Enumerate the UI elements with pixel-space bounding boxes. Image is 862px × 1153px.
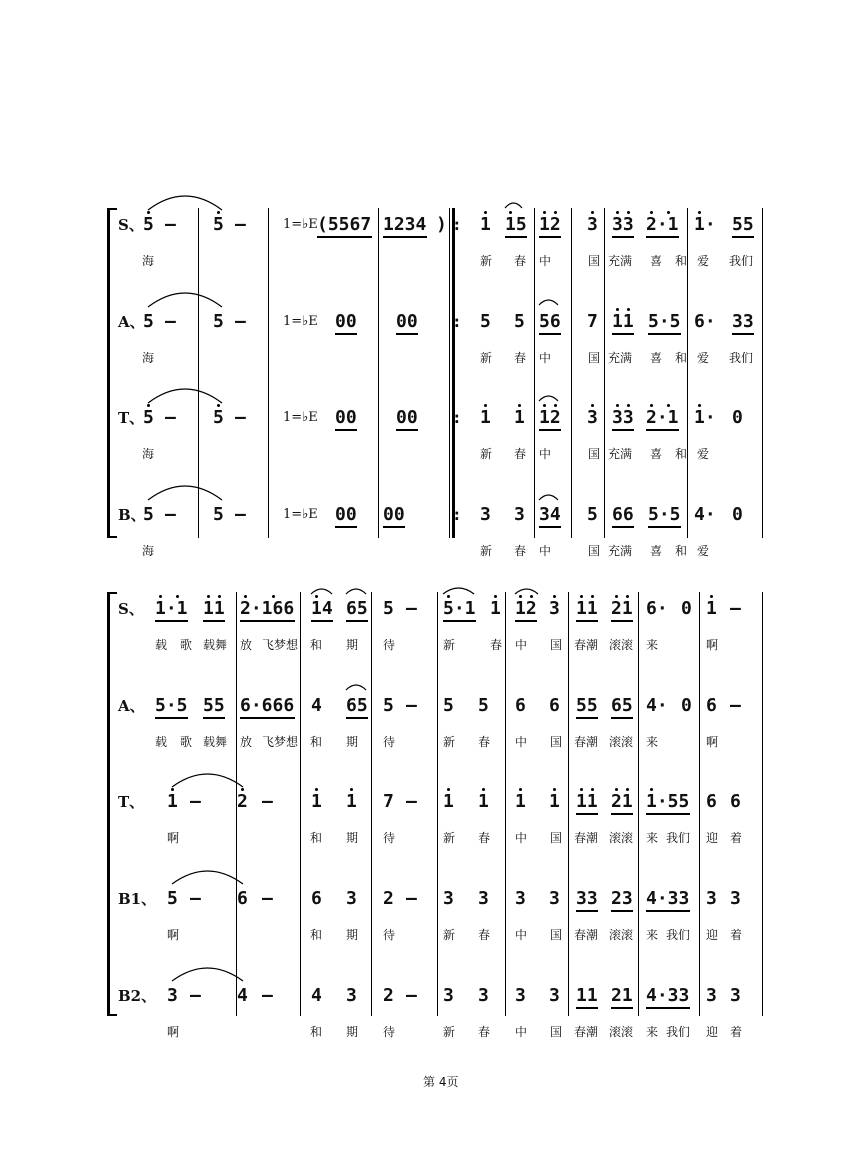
lyric: 爱 — [697, 447, 710, 461]
lyric: 新 — [480, 447, 493, 461]
note: 11 — [612, 311, 634, 332]
note: 4·33 — [646, 888, 690, 909]
lyric: 春 — [478, 735, 491, 749]
note: 11 — [576, 985, 598, 1006]
lyric: 滚滚 — [609, 735, 634, 749]
key-signature: 1=♭E — [283, 217, 318, 232]
lyric: 期 — [346, 638, 359, 652]
note: 1 — [706, 598, 717, 619]
key-signature: 1=♭E — [283, 314, 318, 329]
note: 7 — [383, 791, 394, 812]
note: 4 — [237, 985, 248, 1006]
note: 5 — [514, 311, 525, 332]
note: — — [262, 888, 273, 909]
voice-label: T、 — [118, 409, 145, 427]
note: 21 — [611, 985, 633, 1006]
note: — — [262, 985, 273, 1006]
lyric: 喜 — [650, 447, 663, 461]
note: 1·55 — [646, 791, 690, 812]
tie — [172, 774, 243, 787]
repeat-sign: : — [452, 505, 462, 524]
lyric: 迎 — [706, 831, 719, 845]
lyric: 中 — [539, 447, 552, 461]
lyric: 国 — [588, 544, 601, 558]
note: 1 — [480, 214, 491, 235]
note: 4·33 — [646, 985, 690, 1006]
note: 0 — [681, 598, 692, 619]
note: 0 — [732, 504, 743, 525]
note: 1 — [443, 791, 454, 812]
lyric: 春 — [478, 1025, 491, 1039]
lyric: 充满 — [608, 447, 633, 461]
voice-label: A、 — [118, 697, 145, 715]
note: 3 — [514, 504, 525, 525]
note: 00 — [335, 311, 357, 332]
note: 3 — [480, 504, 491, 525]
note: 3 — [730, 985, 741, 1006]
lyric: 和 — [310, 831, 323, 845]
note: 21 — [611, 598, 633, 619]
lyric: 滚滚 — [609, 831, 634, 845]
slur — [346, 589, 366, 594]
lyric: 海 — [142, 447, 155, 461]
note: 11 — [576, 791, 598, 812]
lyric: 爱 — [697, 254, 710, 268]
lyric: 载舞 — [203, 638, 228, 652]
note: — — [190, 985, 201, 1006]
lyric: 春 — [514, 447, 527, 461]
note: 5 — [213, 214, 224, 235]
note: (5567 — [317, 214, 372, 235]
note: 3 — [706, 985, 717, 1006]
note: 65 — [346, 695, 368, 716]
note: 5 — [480, 311, 491, 332]
note: 6·666 — [240, 695, 295, 716]
lyric: 春 — [478, 928, 491, 942]
note: 4 — [311, 695, 322, 716]
note: 3 — [515, 985, 526, 1006]
lyric: 飞梦想 — [262, 735, 299, 749]
note: — — [235, 214, 246, 235]
slur — [443, 588, 474, 594]
note: 00 — [335, 407, 357, 428]
key-signature: 1=♭E — [283, 410, 318, 425]
lyric: 待 — [383, 735, 396, 749]
note: 6 — [311, 888, 322, 909]
note: 00 — [396, 311, 418, 332]
lyric: 充满 — [608, 254, 633, 268]
note: 1· — [694, 407, 716, 428]
note: 14 — [311, 598, 333, 619]
note: 00 — [396, 407, 418, 428]
note: 6 — [237, 888, 248, 909]
lyric: 新 — [443, 831, 456, 845]
note: 33 — [612, 407, 634, 428]
note: 3 — [549, 598, 560, 619]
lyric: 新 — [443, 928, 456, 942]
note: 56 — [539, 311, 561, 332]
lyric: 来 — [646, 928, 659, 942]
note: 3 — [443, 888, 454, 909]
lyric: 着 — [730, 928, 743, 942]
lyric: 春 — [514, 351, 527, 365]
note: 7 — [587, 311, 598, 332]
lyric: 中 — [539, 351, 552, 365]
lyric: 我们 — [729, 254, 754, 268]
note: 0 — [681, 695, 692, 716]
note: 12 — [539, 214, 561, 235]
lyric: 海 — [142, 544, 155, 558]
lyric: 迎 — [706, 1025, 719, 1039]
note: 5 — [478, 695, 489, 716]
note: 5 — [383, 598, 394, 619]
note: 5 — [213, 407, 224, 428]
note: — — [406, 695, 417, 716]
lyric: 中 — [539, 254, 552, 268]
note: 3 — [515, 888, 526, 909]
lyric: 啊 — [167, 831, 180, 845]
note: — — [165, 407, 176, 428]
lyric: 我们 — [666, 831, 691, 845]
note: 5 — [213, 311, 224, 332]
note: 5·5 — [648, 504, 681, 525]
note: 1 — [514, 407, 525, 428]
note: 5 — [143, 311, 154, 332]
note: ) — [436, 214, 447, 235]
note: 6 — [730, 791, 741, 812]
lyric: 着 — [730, 831, 743, 845]
lyric: 爱 — [697, 544, 710, 558]
note: 2 — [383, 985, 394, 1006]
note: — — [235, 311, 246, 332]
lyric: 啊 — [706, 735, 719, 749]
note: — — [730, 695, 741, 716]
lyric: 国 — [588, 447, 601, 461]
note: 55 — [203, 695, 225, 716]
note: 5 — [143, 214, 154, 235]
lyric: 春 — [478, 831, 491, 845]
note: 5·1 — [443, 598, 476, 619]
note: 66 — [612, 504, 634, 525]
lyric: 滚滚 — [609, 928, 634, 942]
note: 65 — [346, 598, 368, 619]
note: 33 — [576, 888, 598, 909]
note: 5 — [587, 504, 598, 525]
note: 3 — [346, 985, 357, 1006]
slur — [505, 203, 522, 208]
note: 2·1 — [646, 407, 679, 428]
note: 3 — [478, 888, 489, 909]
note: 3 — [587, 214, 598, 235]
note: 1·1 — [155, 598, 188, 619]
lyric: 滚滚 — [609, 1025, 634, 1039]
page-number: 第 4页 — [423, 1075, 459, 1089]
tie — [172, 871, 243, 884]
voice-label: T、 — [118, 793, 145, 811]
lyric: 春潮 — [574, 928, 599, 942]
voice-label: S、 — [118, 600, 144, 618]
lyric: 和 — [310, 1025, 323, 1039]
note: 2 — [237, 791, 248, 812]
lyric: 春 — [514, 544, 527, 558]
note: 00 — [335, 504, 357, 525]
lyric: 海 — [142, 254, 155, 268]
lyric: 歌 — [180, 638, 193, 652]
note: 3 — [706, 888, 717, 909]
lyric: 和 — [310, 928, 323, 942]
lyric: 国 — [550, 831, 563, 845]
note: 1 — [478, 791, 489, 812]
lyric: 载 — [155, 735, 168, 749]
note: 1 — [515, 791, 526, 812]
lyric: 中 — [515, 831, 528, 845]
slur — [539, 396, 558, 401]
lyric: 春 — [490, 638, 503, 652]
note: 5·5 — [155, 695, 188, 716]
lyric: 期 — [346, 735, 359, 749]
voice-label: A、 — [118, 313, 145, 331]
note: — — [165, 214, 176, 235]
lyric: 我们 — [666, 1025, 691, 1039]
note: 15 — [505, 214, 527, 235]
lyric: 期 — [346, 831, 359, 845]
lyric: 放 — [240, 638, 253, 652]
lyric: 充满 — [608, 544, 633, 558]
lyric: 和 — [310, 735, 323, 749]
voice-label: B、 — [118, 506, 146, 524]
note: — — [190, 888, 201, 909]
repeat-sign: : — [452, 408, 462, 427]
lyric: 着 — [730, 1025, 743, 1039]
note: 1234 — [383, 214, 427, 235]
note: — — [406, 985, 417, 1006]
note: 6 — [706, 695, 717, 716]
lyric: 和 — [675, 447, 688, 461]
tie — [148, 486, 222, 500]
lyric: 待 — [383, 1025, 396, 1039]
note: 2·1 — [646, 214, 679, 235]
note: 4 — [311, 985, 322, 1006]
lyric: 来 — [646, 1025, 659, 1039]
tie — [148, 293, 222, 307]
note: — — [262, 791, 273, 812]
slur — [311, 589, 332, 594]
slur — [539, 495, 558, 500]
note: 5 — [167, 888, 178, 909]
tie — [148, 389, 222, 403]
repeat-sign: : — [452, 312, 462, 331]
note: — — [190, 791, 201, 812]
lyric: 和 — [675, 351, 688, 365]
lyric: 春潮 — [574, 735, 599, 749]
tie — [172, 968, 243, 981]
note: 33 — [612, 214, 634, 235]
lyric: 国 — [550, 735, 563, 749]
lyric: 期 — [346, 1025, 359, 1039]
note: 2 — [383, 888, 394, 909]
voice-label: B2、 — [118, 987, 157, 1005]
note: 3 — [587, 407, 598, 428]
lyric: 中 — [515, 638, 528, 652]
lyric: 啊 — [167, 928, 180, 942]
note: 1 — [346, 791, 357, 812]
note: — — [730, 598, 741, 619]
lyric: 和 — [675, 254, 688, 268]
lyric: 春潮 — [574, 1025, 599, 1039]
lyric: 新 — [480, 544, 493, 558]
note: 1 — [490, 598, 501, 619]
note: 6 — [706, 791, 717, 812]
note: 55 — [732, 214, 754, 235]
note: 1· — [694, 214, 716, 235]
lyric: 新 — [443, 1025, 456, 1039]
lyric: 喜 — [650, 351, 663, 365]
lyric: 国 — [550, 928, 563, 942]
lyric: 国 — [588, 351, 601, 365]
lyric: 中 — [515, 928, 528, 942]
lyric: 载 — [155, 638, 168, 652]
note: 5 — [143, 407, 154, 428]
note: 12 — [515, 598, 537, 619]
lyric: 和 — [675, 544, 688, 558]
note: 3 — [730, 888, 741, 909]
lyric: 放 — [240, 735, 253, 749]
note: 21 — [611, 791, 633, 812]
note: 4· — [694, 504, 716, 525]
note: 1 — [549, 791, 560, 812]
note: 1 — [311, 791, 322, 812]
key-signature: 1=♭E — [283, 507, 318, 522]
lyric: 中 — [515, 735, 528, 749]
lyric: 待 — [383, 831, 396, 845]
lyric: 中 — [539, 544, 552, 558]
note: 3 — [549, 888, 560, 909]
lyric: 迎 — [706, 928, 719, 942]
voice-label: B1、 — [118, 890, 157, 908]
lyric: 来 — [646, 735, 659, 749]
note: — — [235, 504, 246, 525]
note: 34 — [539, 504, 561, 525]
note: 00 — [383, 504, 405, 525]
lyric: 充满 — [608, 351, 633, 365]
note: — — [165, 504, 176, 525]
note: 6 — [549, 695, 560, 716]
lyric: 国 — [588, 254, 601, 268]
lyric: 啊 — [706, 638, 719, 652]
note: 11 — [203, 598, 225, 619]
slur — [515, 589, 538, 594]
lyric: 滚滚 — [609, 638, 634, 652]
note: — — [406, 888, 417, 909]
note: 3 — [167, 985, 178, 1006]
note: 0 — [732, 407, 743, 428]
note: 5 — [213, 504, 224, 525]
note: 55 — [576, 695, 598, 716]
note: 5 — [143, 504, 154, 525]
lyric: 期 — [346, 928, 359, 942]
lyric: 啊 — [167, 1025, 180, 1039]
lyric: 歌 — [180, 735, 193, 749]
slur — [346, 685, 366, 690]
voice-label: S、 — [118, 216, 144, 234]
note: 2·166 — [240, 598, 295, 619]
lyric: 待 — [383, 638, 396, 652]
lyric: 海 — [142, 351, 155, 365]
note: 3 — [478, 985, 489, 1006]
lyric: 春 — [514, 254, 527, 268]
note: 1 — [167, 791, 178, 812]
note: 3 — [443, 985, 454, 1006]
lyric: 飞梦想 — [262, 638, 299, 652]
note: 11 — [576, 598, 598, 619]
lyric: 中 — [515, 1025, 528, 1039]
note: 12 — [539, 407, 561, 428]
note: — — [406, 598, 417, 619]
lyric: 我们 — [729, 351, 754, 365]
lyric: 和 — [310, 638, 323, 652]
repeat-sign: : — [452, 215, 462, 234]
slur — [539, 300, 558, 305]
note: 23 — [611, 888, 633, 909]
lyric: 我们 — [666, 928, 691, 942]
lyric: 新 — [480, 351, 493, 365]
lyric: 待 — [383, 928, 396, 942]
note: 3 — [549, 985, 560, 1006]
lyric: 国 — [550, 638, 563, 652]
note: 5·5 — [648, 311, 681, 332]
note: 6 — [515, 695, 526, 716]
lyric: 来 — [646, 638, 659, 652]
note: 33 — [732, 311, 754, 332]
note: 5 — [383, 695, 394, 716]
note: 65 — [611, 695, 633, 716]
tie — [148, 196, 222, 210]
note: 1 — [480, 407, 491, 428]
lyric: 新 — [443, 638, 456, 652]
lyric: 喜 — [650, 544, 663, 558]
lyric: 国 — [550, 1025, 563, 1039]
note: 6· — [646, 598, 668, 619]
lyric: 新 — [443, 735, 456, 749]
note: — — [165, 311, 176, 332]
note: 3 — [346, 888, 357, 909]
lyric: 喜 — [650, 254, 663, 268]
note: 4· — [646, 695, 668, 716]
lyric: 来 — [646, 831, 659, 845]
lyric: 春潮 — [574, 831, 599, 845]
note: 5 — [443, 695, 454, 716]
note: — — [406, 791, 417, 812]
lyric: 新 — [480, 254, 493, 268]
lyric: 爱 — [697, 351, 710, 365]
lyric: 载舞 — [203, 735, 228, 749]
lyric: 春潮 — [574, 638, 599, 652]
note: 6· — [694, 311, 716, 332]
note: — — [235, 407, 246, 428]
